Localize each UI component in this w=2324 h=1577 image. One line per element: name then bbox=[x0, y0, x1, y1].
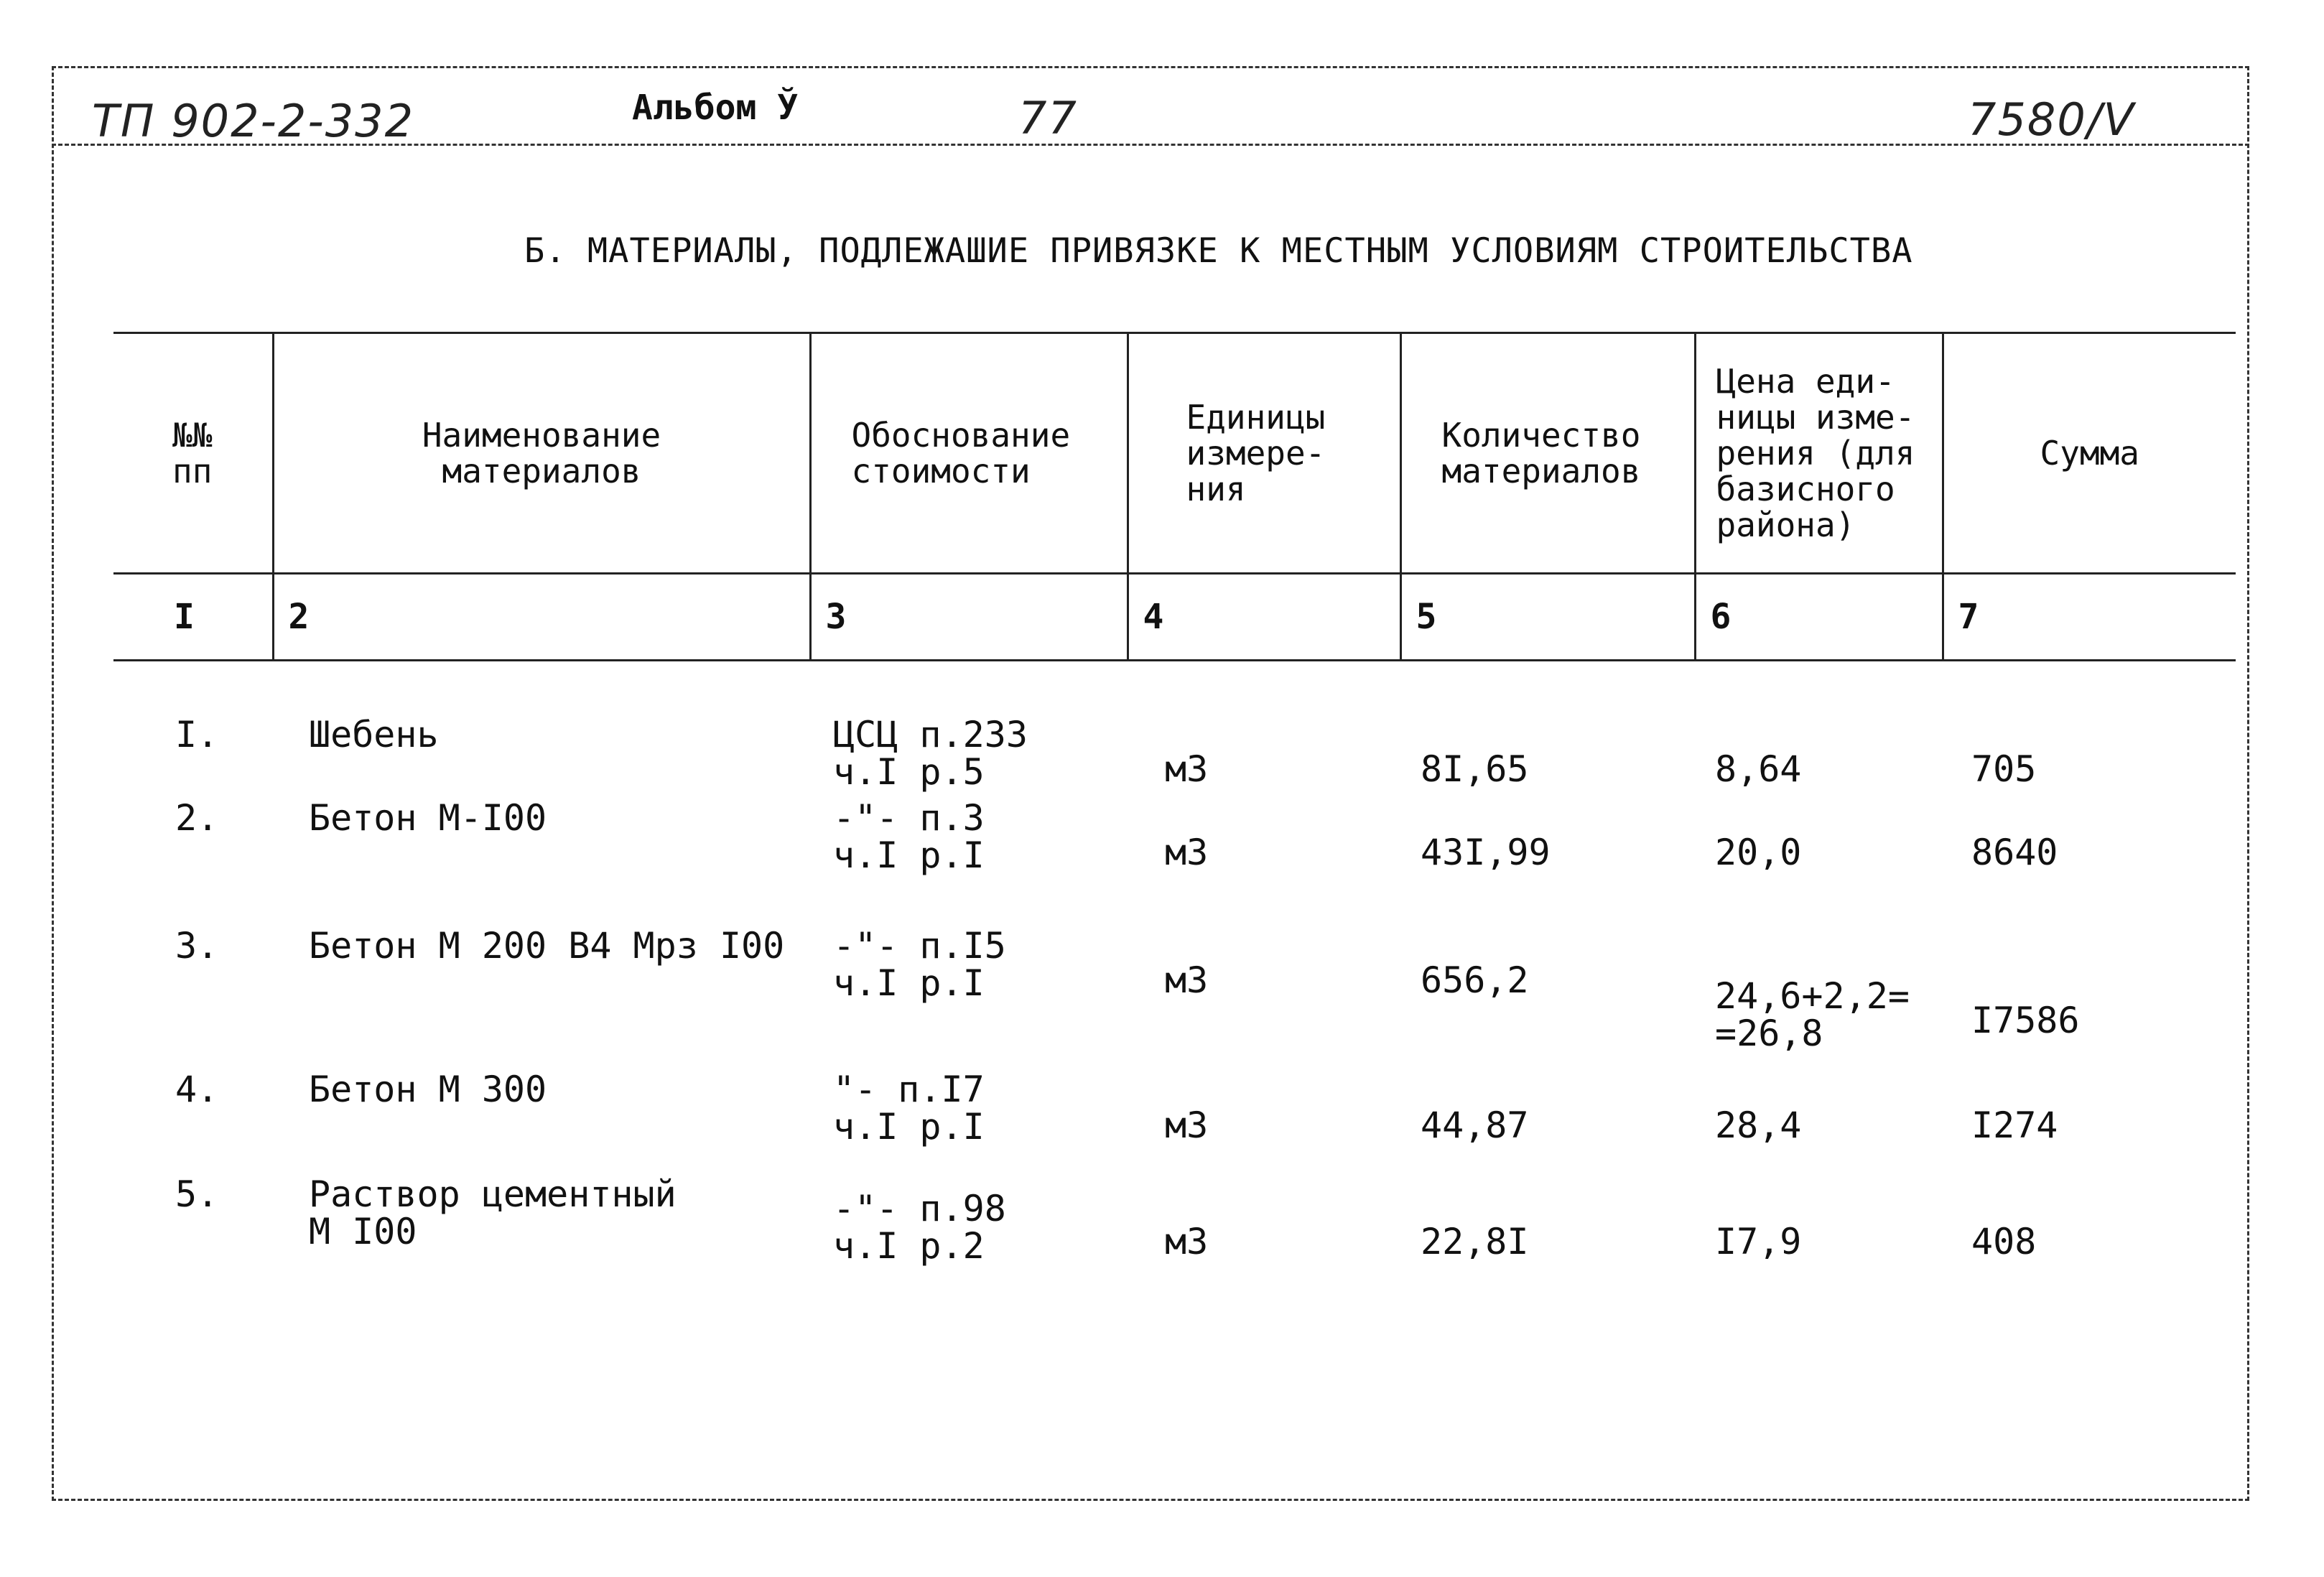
unit-price: 24,6+2,2= =26,8 bbox=[1715, 975, 1910, 1054]
cost-basis: -"- п.3 ч.I р.I bbox=[833, 797, 985, 876]
unit-price: 8,64 bbox=[1715, 748, 1802, 790]
header-cost-basis: Обоснование стоимости bbox=[810, 333, 1128, 574]
project-code: ТП 902-2-332 bbox=[92, 95, 415, 147]
table-row bbox=[113, 1062, 2236, 1170]
header-sum: Сумма bbox=[1943, 333, 2236, 574]
unit: м3 bbox=[1165, 959, 1209, 1001]
column-number: 5 bbox=[1400, 574, 1695, 661]
header-row-number: №№ пп bbox=[113, 333, 273, 574]
sum: I7586 bbox=[1971, 1000, 2080, 1041]
page-number: 77 bbox=[1018, 92, 1078, 144]
table-row bbox=[113, 791, 2236, 911]
quantity: 44,87 bbox=[1421, 1104, 1529, 1146]
unit: м3 bbox=[1165, 1221, 1209, 1262]
cost-basis: "- п.I7 ч.I р.I bbox=[833, 1069, 985, 1148]
row-number: I. bbox=[175, 714, 219, 755]
header-material-name: Наименование материалов bbox=[273, 333, 810, 574]
row-number: 2. bbox=[175, 797, 219, 839]
quantity: 8I,65 bbox=[1421, 748, 1529, 790]
section-title: Б. МАТЕРИАЛЫ, ПОДЛЕЖАШИЕ ПРИВЯЗКЕ К МЕСТНЫМ УСЛОВИЯМ СТРОИТЕЛЬСТВА bbox=[524, 231, 1913, 271]
cost-basis: -"- п.98 ч.I р.2 bbox=[833, 1188, 1006, 1267]
unit: м3 bbox=[1165, 832, 1209, 873]
column-number: 3 bbox=[810, 574, 1128, 661]
quantity: 22,8I bbox=[1421, 1221, 1529, 1262]
table-header-row bbox=[113, 333, 2236, 574]
material-name: Шебень bbox=[309, 714, 439, 755]
table-row bbox=[113, 911, 2236, 1062]
row-number: 3. bbox=[175, 925, 219, 967]
sum: I274 bbox=[1971, 1104, 2058, 1146]
unit-price: I7,9 bbox=[1715, 1221, 1802, 1262]
unit-price: 20,0 bbox=[1715, 832, 1802, 873]
header-units: Единицы измере- ния bbox=[1128, 333, 1400, 574]
table-row bbox=[113, 1170, 2236, 1313]
sum: 8640 bbox=[1971, 832, 2058, 873]
header-quantity: Количество материалов bbox=[1400, 333, 1695, 574]
cost-basis: -"- п.I5 ч.I р.I bbox=[833, 925, 1006, 1004]
column-number: 7 bbox=[1943, 574, 2236, 661]
unit: м3 bbox=[1165, 1104, 1209, 1146]
material-name: Бетон М-I00 bbox=[309, 797, 547, 839]
material-name: Раствор цементный М I00 bbox=[309, 1173, 677, 1252]
sum: 705 bbox=[1971, 748, 2037, 790]
column-number: 4 bbox=[1128, 574, 1400, 661]
sum: 408 bbox=[1971, 1221, 2037, 1262]
row-number: 5. bbox=[175, 1173, 219, 1215]
sheet-code: 7580/V bbox=[1968, 93, 2136, 146]
cost-basis: ЦСЦ п.233 ч.I р.5 bbox=[833, 714, 1028, 793]
album-label: Альбом Ў bbox=[632, 88, 799, 128]
quantity: 656,2 bbox=[1421, 959, 1529, 1001]
column-number: 6 bbox=[1695, 574, 1943, 661]
row-number: 4. bbox=[175, 1069, 219, 1110]
table-row bbox=[113, 661, 2236, 791]
unit: м3 bbox=[1165, 748, 1209, 790]
header-unit-price: Цена еди- ницы изме- рения (для базисного района) bbox=[1695, 333, 1943, 574]
unit-price: 28,4 bbox=[1715, 1104, 1802, 1146]
column-number: 2 bbox=[273, 574, 810, 661]
quantity: 43I,99 bbox=[1421, 832, 1551, 873]
materials-table bbox=[113, 332, 2236, 1313]
column-number-row bbox=[113, 574, 2236, 661]
material-name: Бетон М 300 bbox=[309, 1069, 547, 1110]
material-name: Бетон М 200 В4 Мрз I00 bbox=[309, 925, 785, 967]
column-number: I bbox=[113, 574, 273, 661]
